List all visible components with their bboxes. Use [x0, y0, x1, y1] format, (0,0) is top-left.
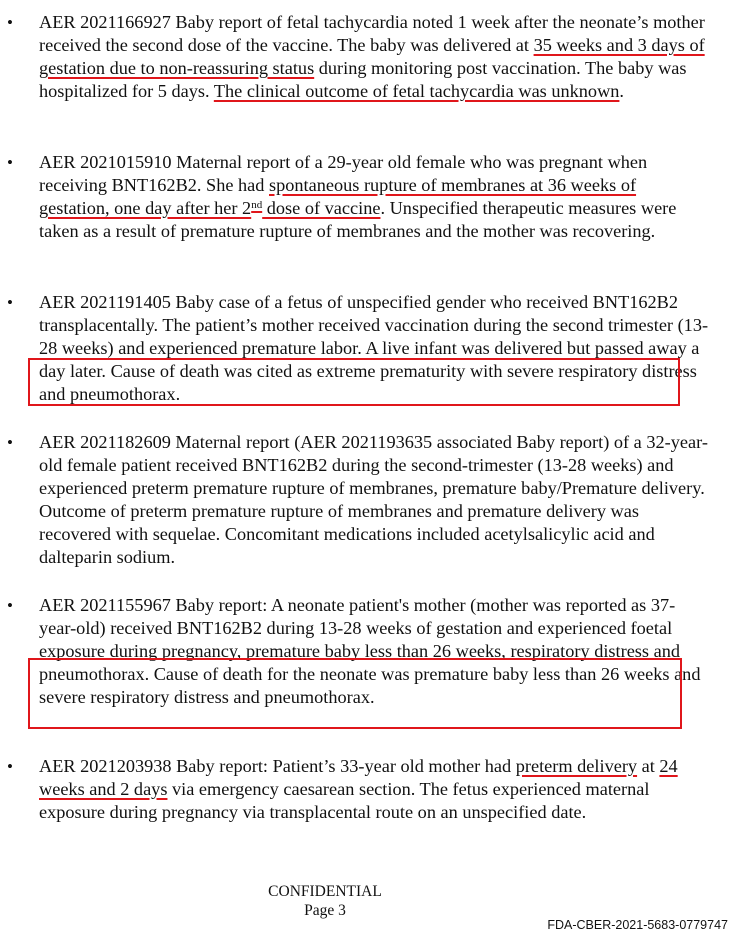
underlined-text: 35 weeks and 3 days of gestation due to non-reassuring status — [39, 35, 705, 78]
underlined-text: preterm delivery — [515, 756, 638, 776]
entry-text: AER 2021166927 Baby report of fetal tachycardia noted 1 week after the neonate’s mother received the second dose of the vaccine. The baby was delivered at — [39, 12, 705, 55]
entry-text: at — [637, 756, 660, 776]
entry-text: AER 2021015910 Maternal report of a 29-year old female who was pregnant when receiving BNT162B2. She had — [39, 152, 648, 195]
underlined-text: 24 weeks and 2 days — [39, 756, 678, 799]
entry-text: . — [619, 81, 624, 101]
page-number: Page 3 — [304, 902, 346, 919]
entry-text: . Unspecified therapeutic measures were taken as a result of premature rupture of membranes and the mother was recovering. — [39, 198, 677, 241]
report-entry-6 — [39, 755, 711, 824]
highlight-box-2 — [28, 658, 682, 729]
bullet: • — [7, 757, 13, 776]
underlined-text: spontaneous rupture of membranes at 36 weeks of gestation, one day after her 2 — [39, 175, 637, 218]
underlined-text: dose of vaccine — [262, 198, 381, 218]
entry-text: AER 2021182609 Maternal report (AER 2021193635 associated Baby report) of a 32-year-old female patient received BNT162B2 during the second-trimester (13-28 weeks) and experienced preterm premature rupture of membranes, premature baby/Premature delivery. Outcome of preterm premature rupture of membranes and premature delivery was recovered with sequelae. Concomitant medications included acetylsalicylic acid and dalteparin sodium. — [39, 432, 708, 567]
entry-text: AER 2021155967 Baby report: A neonate patient's mother (mother was reported as 37-year-old) received BNT162B2 during 13-28 weeks of gestation and experienced foetal exposure during pregnancy, premature baby less than 26 weeks, respiratory distress and pneumothorax. Cause of death for the neonate was premature baby less than 26 weeks and severe respiratory distress and pneumothorax. — [39, 595, 701, 707]
report-entry-4 — [39, 431, 711, 569]
document-id: FDA-CBER-2021-5683-0779747 — [547, 918, 728, 932]
bullet: • — [7, 596, 13, 615]
bullet: • — [7, 293, 13, 312]
entry-text: via emergency caesarean section. The fetus experienced maternal exposure during pregnancy via transplacental route on an unspecified date. — [39, 779, 650, 822]
report-entry-1 — [39, 11, 711, 103]
confidential-label: CONFIDENTIAL — [268, 883, 382, 900]
entry-text: AER 2021203938 Baby report: Patient’s 33-year old mother had — [39, 756, 516, 776]
underlined-text: nd — [251, 199, 263, 211]
entry-text: during monitoring post vaccination. The baby was hospitalized for 5 days. — [39, 58, 687, 101]
highlight-box-1 — [28, 358, 680, 406]
underlined-text: The clinical outcome of fetal tachycardia was unknown — [213, 81, 620, 101]
report-entry-2 — [39, 151, 711, 243]
bullet: • — [7, 13, 13, 32]
entry-text: AER 2021191405 Baby case of a fetus of unspecified gender who received BNT162B2 transplacentally. The patient’s mother received vaccination during the second trimester (13-28 weeks) and experienced premature labor. A live infant was delivered but passed away a day later. Cause of death was cited as extreme prematurity with severe respiratory distress and pneumothorax. — [39, 292, 709, 404]
bullet: • — [7, 153, 13, 172]
bullet: • — [7, 433, 13, 452]
